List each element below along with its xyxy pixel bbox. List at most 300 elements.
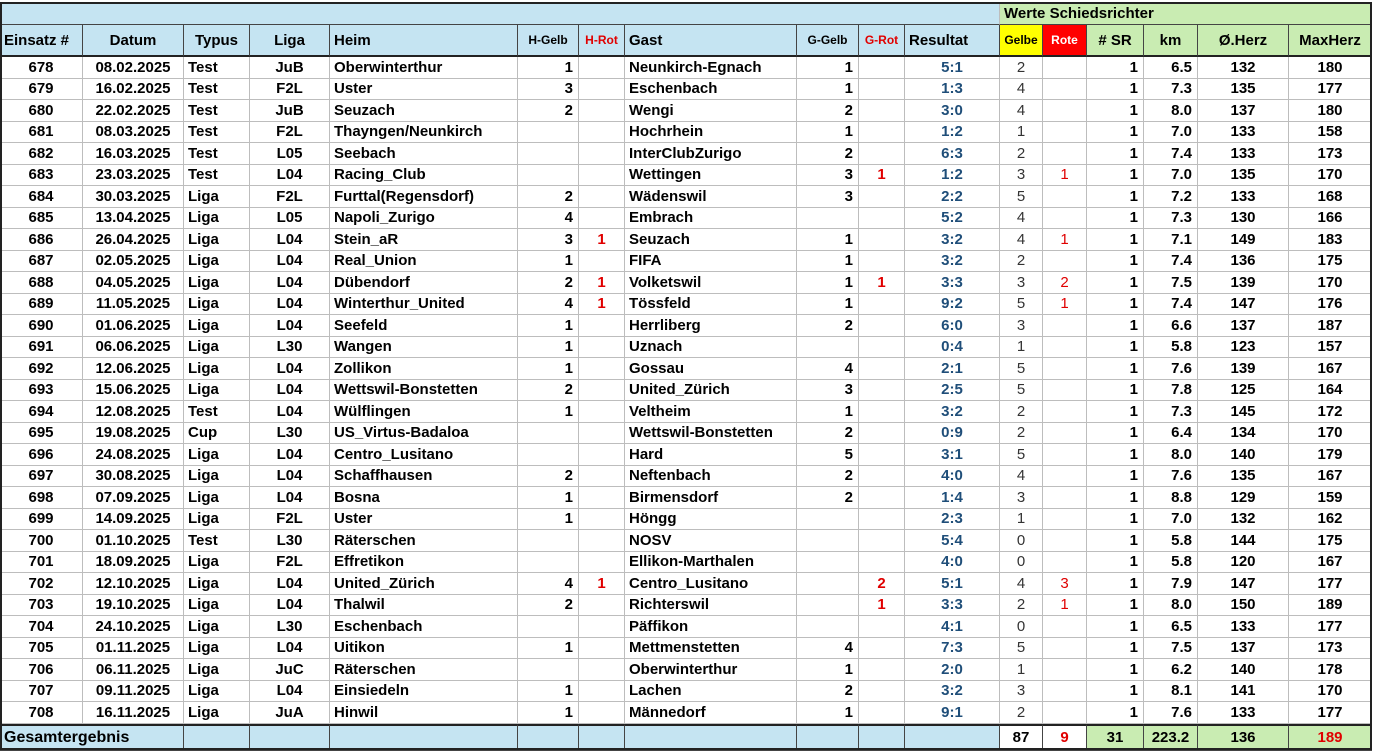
cell-h-rot: 1 (579, 272, 625, 294)
cell-gelbe: 4 (1000, 79, 1043, 101)
cell-g-rot (859, 294, 905, 316)
cell-km: 8.8 (1144, 487, 1198, 509)
cell-km: 7.8 (1144, 380, 1198, 402)
cell-maxherz: 167 (1289, 466, 1372, 488)
cell-herz: 140 (1198, 444, 1289, 466)
footer-km-total: 223.2 (1144, 724, 1198, 752)
cell-km: 7.4 (1144, 251, 1198, 273)
cell-rote (1043, 79, 1087, 101)
cell-h-rot: 1 (579, 573, 625, 595)
cell-maxherz: 187 (1289, 315, 1372, 337)
cell-maxherz: 175 (1289, 251, 1372, 273)
cell-typus: Liga (184, 702, 250, 724)
cell-gast: Neftenbach (625, 466, 797, 488)
cell-liga: L04 (250, 466, 330, 488)
cell-gast: Wettswil-Bonstetten (625, 423, 797, 445)
cell-resultat: 1:3 (905, 79, 1000, 101)
cell-sr: 1 (1087, 337, 1144, 359)
cell-liga: L05 (250, 208, 330, 230)
cell-gelbe: 2 (1000, 423, 1043, 445)
cell-einsatz: 687 (0, 251, 83, 273)
cell-h-rot (579, 466, 625, 488)
cell-g-rot: 2 (859, 573, 905, 595)
cell-gelbe: 5 (1000, 358, 1043, 380)
cell-resultat: 1:4 (905, 487, 1000, 509)
cell-heim: Dübendorf (330, 272, 518, 294)
cell-resultat: 5:1 (905, 573, 1000, 595)
cell-liga: L05 (250, 143, 330, 165)
cell-resultat: 5:4 (905, 530, 1000, 552)
cell-g-rot (859, 186, 905, 208)
cell-typus: Liga (184, 616, 250, 638)
cell-herz: 136 (1198, 251, 1289, 273)
cell-einsatz: 704 (0, 616, 83, 638)
cell-herz: 147 (1198, 294, 1289, 316)
cell-g-gelb: 2 (797, 487, 859, 509)
cell-einsatz: 694 (0, 401, 83, 423)
cell-h-rot (579, 337, 625, 359)
cell-g-gelb: 2 (797, 100, 859, 122)
header-h-gelb[interactable]: H-Gelb (518, 25, 579, 57)
cell-g-rot (859, 659, 905, 681)
cell-liga: JuA (250, 702, 330, 724)
cell-typus: Liga (184, 466, 250, 488)
cell-datum: 08.02.2025 (83, 57, 184, 79)
cell-liga: L04 (250, 487, 330, 509)
footer-empty-h-gelb (518, 724, 579, 752)
cell-rote (1043, 681, 1087, 703)
cell-gast: Höngg (625, 509, 797, 531)
cell-herz: 135 (1198, 466, 1289, 488)
cell-rote (1043, 444, 1087, 466)
cell-resultat: 3:3 (905, 595, 1000, 617)
cell-typus: Test (184, 100, 250, 122)
cell-g-rot (859, 509, 905, 531)
cell-g-rot (859, 530, 905, 552)
cell-km: 7.6 (1144, 358, 1198, 380)
cell-typus: Test (184, 401, 250, 423)
cell-typus: Cup (184, 423, 250, 445)
cell-gelbe: 0 (1000, 530, 1043, 552)
cell-einsatz: 700 (0, 530, 83, 552)
cell-liga: JuB (250, 57, 330, 79)
cell-datum: 30.08.2025 (83, 466, 184, 488)
cell-g-rot (859, 143, 905, 165)
cell-rote (1043, 100, 1087, 122)
cell-rote (1043, 186, 1087, 208)
cell-gast: Männedorf (625, 702, 797, 724)
cell-heim: Uster (330, 509, 518, 531)
cell-gast: Wengi (625, 100, 797, 122)
cell-herz: 133 (1198, 186, 1289, 208)
cell-g-gelb: 2 (797, 143, 859, 165)
cell-herz: 141 (1198, 681, 1289, 703)
cell-h-rot: 1 (579, 229, 625, 251)
cell-km: 7.0 (1144, 122, 1198, 144)
cell-h-gelb: 2 (518, 466, 579, 488)
cell-einsatz: 708 (0, 702, 83, 724)
cell-gelbe: 4 (1000, 208, 1043, 230)
cell-h-gelb: 1 (518, 401, 579, 423)
header-km[interactable]: km (1144, 25, 1198, 57)
cell-datum: 23.03.2025 (83, 165, 184, 187)
header-datum[interactable]: Datum (83, 25, 184, 57)
cell-h-rot (579, 595, 625, 617)
header-gelbe[interactable]: Gelbe (1000, 25, 1043, 57)
cell-g-gelb: 1 (797, 122, 859, 144)
cell-typus: Test (184, 165, 250, 187)
cell-sr: 1 (1087, 100, 1144, 122)
cell-gast: Lachen (625, 681, 797, 703)
cell-maxherz: 189 (1289, 595, 1372, 617)
cell-gast: Tössfeld (625, 294, 797, 316)
cell-sr: 1 (1087, 681, 1144, 703)
cell-km: 8.1 (1144, 681, 1198, 703)
cell-maxherz: 170 (1289, 423, 1372, 445)
cell-liga: L30 (250, 337, 330, 359)
cell-heim: Räterschen (330, 659, 518, 681)
cell-typus: Liga (184, 638, 250, 660)
cell-liga: L04 (250, 251, 330, 273)
cell-typus: Test (184, 143, 250, 165)
cell-typus: Liga (184, 509, 250, 531)
cell-resultat: 2:0 (905, 659, 1000, 681)
cell-km: 7.5 (1144, 638, 1198, 660)
cell-maxherz: 170 (1289, 165, 1372, 187)
top-band (0, 3, 1000, 25)
cell-h-gelb (518, 659, 579, 681)
cell-datum: 24.10.2025 (83, 616, 184, 638)
cell-km: 6.5 (1144, 57, 1198, 79)
cell-resultat: 4:0 (905, 552, 1000, 574)
cell-heim: Wülflingen (330, 401, 518, 423)
cell-einsatz: 692 (0, 358, 83, 380)
cell-resultat: 2:2 (905, 186, 1000, 208)
cell-datum: 13.04.2025 (83, 208, 184, 230)
cell-sr: 1 (1087, 272, 1144, 294)
cell-heim: Räterschen (330, 530, 518, 552)
cell-gelbe: 5 (1000, 294, 1043, 316)
cell-heim: Seebach (330, 143, 518, 165)
cell-einsatz: 706 (0, 659, 83, 681)
cell-maxherz: 177 (1289, 573, 1372, 595)
cell-gast: Eschenbach (625, 79, 797, 101)
cell-datum: 12.10.2025 (83, 573, 184, 595)
cell-g-gelb: 1 (797, 702, 859, 724)
cell-heim: Einsiedeln (330, 681, 518, 703)
cell-datum: 14.09.2025 (83, 509, 184, 531)
cell-rote (1043, 401, 1087, 423)
cell-g-rot (859, 122, 905, 144)
cell-km: 7.0 (1144, 165, 1198, 187)
cell-h-rot (579, 702, 625, 724)
cell-rote (1043, 509, 1087, 531)
cell-datum: 01.11.2025 (83, 638, 184, 660)
cell-sr: 1 (1087, 466, 1144, 488)
cell-datum: 19.08.2025 (83, 423, 184, 445)
cell-maxherz: 179 (1289, 444, 1372, 466)
cell-h-gelb: 4 (518, 573, 579, 595)
cell-resultat: 4:1 (905, 616, 1000, 638)
header-g-rot[interactable]: G-Rot (859, 25, 905, 57)
cell-gast: Embrach (625, 208, 797, 230)
cell-gelbe: 2 (1000, 702, 1043, 724)
cell-einsatz: 680 (0, 100, 83, 122)
cell-datum: 12.06.2025 (83, 358, 184, 380)
cell-resultat: 9:1 (905, 702, 1000, 724)
cell-einsatz: 684 (0, 186, 83, 208)
cell-h-rot (579, 681, 625, 703)
cell-g-gelb: 2 (797, 681, 859, 703)
cell-heim: Stein_aR (330, 229, 518, 251)
cell-g-gelb: 5 (797, 444, 859, 466)
cell-datum: 06.06.2025 (83, 337, 184, 359)
cell-km: 8.0 (1144, 595, 1198, 617)
cell-typus: Liga (184, 595, 250, 617)
header-rote[interactable]: Rote (1043, 25, 1087, 57)
footer-empty-g-gelb (797, 724, 859, 752)
cell-g-rot (859, 444, 905, 466)
cell-gelbe: 4 (1000, 466, 1043, 488)
cell-typus: Liga (184, 487, 250, 509)
footer-herz-total: 136 (1198, 724, 1289, 752)
cell-h-gelb: 1 (518, 638, 579, 660)
cell-gast: Centro_Lusitano (625, 573, 797, 595)
header-typus[interactable]: Typus (184, 25, 250, 57)
cell-heim: Bosna (330, 487, 518, 509)
cell-rote: 1 (1043, 165, 1087, 187)
cell-typus: Test (184, 122, 250, 144)
cell-h-rot (579, 487, 625, 509)
cell-heim: Uster (330, 79, 518, 101)
cell-h-gelb: 1 (518, 358, 579, 380)
cell-heim: Winterthur_United (330, 294, 518, 316)
header-g-gelb[interactable]: G-Gelb (797, 25, 859, 57)
cell-datum: 07.09.2025 (83, 487, 184, 509)
cell-sr: 1 (1087, 616, 1144, 638)
cell-h-gelb (518, 616, 579, 638)
cell-liga: L04 (250, 595, 330, 617)
cell-maxherz: 157 (1289, 337, 1372, 359)
cell-sr: 1 (1087, 251, 1144, 273)
cell-h-gelb: 1 (518, 509, 579, 531)
cell-maxherz: 168 (1289, 186, 1372, 208)
cell-h-gelb (518, 530, 579, 552)
cell-datum: 19.10.2025 (83, 595, 184, 617)
cell-h-rot (579, 444, 625, 466)
cell-heim: Furttal(Regensdorf) (330, 186, 518, 208)
cell-herz: 133 (1198, 122, 1289, 144)
cell-datum: 18.09.2025 (83, 552, 184, 574)
cell-maxherz: 180 (1289, 100, 1372, 122)
cell-rote (1043, 487, 1087, 509)
cell-h-rot (579, 616, 625, 638)
header-heim[interactable]: Heim (330, 25, 518, 57)
cell-km: 7.3 (1144, 79, 1198, 101)
cell-liga: L04 (250, 315, 330, 337)
cell-h-gelb: 2 (518, 272, 579, 294)
cell-einsatz: 678 (0, 57, 83, 79)
cell-datum: 01.06.2025 (83, 315, 184, 337)
cell-resultat: 3:0 (905, 100, 1000, 122)
cell-h-gelb: 1 (518, 337, 579, 359)
cell-gast: Ellikon-Marthalen (625, 552, 797, 574)
cell-maxherz: 177 (1289, 616, 1372, 638)
cell-typus: Liga (184, 208, 250, 230)
cell-resultat: 0:4 (905, 337, 1000, 359)
cell-km: 7.9 (1144, 573, 1198, 595)
cell-h-gelb: 1 (518, 57, 579, 79)
cell-einsatz: 707 (0, 681, 83, 703)
cell-h-gelb (518, 552, 579, 574)
cell-liga: F2L (250, 552, 330, 574)
cell-sr: 1 (1087, 552, 1144, 574)
cell-maxherz: 170 (1289, 272, 1372, 294)
cell-datum: 26.04.2025 (83, 229, 184, 251)
cell-maxherz: 176 (1289, 294, 1372, 316)
cell-datum: 02.05.2025 (83, 251, 184, 273)
cell-herz: 139 (1198, 358, 1289, 380)
cell-heim: Oberwinterthur (330, 57, 518, 79)
cell-heim: Napoli_Zurigo (330, 208, 518, 230)
cell-h-gelb (518, 143, 579, 165)
cell-h-rot (579, 186, 625, 208)
cell-maxherz: 183 (1289, 229, 1372, 251)
cell-typus: Liga (184, 358, 250, 380)
cell-sr: 1 (1087, 315, 1144, 337)
cell-sr: 1 (1087, 57, 1144, 79)
cell-gast: Oberwinterthur (625, 659, 797, 681)
cell-heim: Schaffhausen (330, 466, 518, 488)
cell-einsatz: 691 (0, 337, 83, 359)
cell-gelbe: 3 (1000, 487, 1043, 509)
cell-sr: 1 (1087, 208, 1144, 230)
cell-resultat: 1:2 (905, 122, 1000, 144)
cell-gast: Herrliberg (625, 315, 797, 337)
cell-h-rot (579, 552, 625, 574)
cell-herz: 147 (1198, 573, 1289, 595)
cell-h-rot (579, 380, 625, 402)
cell-typus: Liga (184, 573, 250, 595)
referee-section-header: Werte Schiedsrichter (1000, 3, 1372, 25)
cell-h-gelb: 1 (518, 315, 579, 337)
header-resultat[interactable]: Resultat (905, 25, 1000, 57)
cell-h-rot (579, 315, 625, 337)
cell-km: 7.3 (1144, 208, 1198, 230)
cell-rote: 2 (1043, 272, 1087, 294)
cell-rote (1043, 143, 1087, 165)
cell-g-rot (859, 401, 905, 423)
cell-heim: Wangen (330, 337, 518, 359)
cell-g-gelb: 1 (797, 401, 859, 423)
header-gast[interactable]: Gast (625, 25, 797, 57)
cell-gelbe: 3 (1000, 165, 1043, 187)
footer-sr-total: 31 (1087, 724, 1144, 752)
cell-resultat: 5:1 (905, 57, 1000, 79)
cell-liga: L04 (250, 229, 330, 251)
cell-h-rot (579, 423, 625, 445)
cell-gelbe: 5 (1000, 380, 1043, 402)
cell-typus: Liga (184, 681, 250, 703)
header-liga[interactable]: Liga (250, 25, 330, 57)
cell-sr: 1 (1087, 143, 1144, 165)
cell-h-gelb (518, 122, 579, 144)
cell-g-rot (859, 315, 905, 337)
cell-g-gelb: 1 (797, 251, 859, 273)
header-herz[interactable]: Ø.Herz (1198, 25, 1289, 57)
cell-sr: 1 (1087, 165, 1144, 187)
cell-liga: F2L (250, 79, 330, 101)
cell-g-gelb: 1 (797, 294, 859, 316)
cell-sr: 1 (1087, 186, 1144, 208)
cell-g-rot (859, 100, 905, 122)
cell-herz: 135 (1198, 165, 1289, 187)
cell-sr: 1 (1087, 423, 1144, 445)
cell-h-gelb: 1 (518, 487, 579, 509)
cell-g-gelb (797, 616, 859, 638)
cell-rote (1043, 616, 1087, 638)
cell-g-rot (859, 466, 905, 488)
cell-herz: 137 (1198, 100, 1289, 122)
cell-einsatz: 702 (0, 573, 83, 595)
cell-liga: F2L (250, 186, 330, 208)
cell-herz: 137 (1198, 315, 1289, 337)
cell-gelbe: 4 (1000, 229, 1043, 251)
cell-maxherz: 166 (1289, 208, 1372, 230)
cell-maxherz: 164 (1289, 380, 1372, 402)
cell-g-gelb: 2 (797, 423, 859, 445)
cell-sr: 1 (1087, 229, 1144, 251)
cell-g-rot (859, 638, 905, 660)
cell-resultat: 6:3 (905, 143, 1000, 165)
header-einsatz[interactable]: Einsatz # (0, 25, 83, 57)
cell-rote: 1 (1043, 294, 1087, 316)
header-h-rot[interactable]: H-Rot (579, 25, 625, 57)
footer-empty-g-rot (859, 724, 905, 752)
cell-g-rot (859, 208, 905, 230)
cell-g-gelb (797, 208, 859, 230)
cell-datum: 24.08.2025 (83, 444, 184, 466)
cell-heim: Thalwil (330, 595, 518, 617)
cell-gelbe: 2 (1000, 401, 1043, 423)
cell-typus: Liga (184, 229, 250, 251)
cell-gelbe: 1 (1000, 122, 1043, 144)
cell-einsatz: 703 (0, 595, 83, 617)
cell-km: 7.0 (1144, 509, 1198, 531)
cell-g-gelb (797, 530, 859, 552)
header-maxherz[interactable]: MaxHerz (1289, 25, 1372, 57)
cell-gelbe: 2 (1000, 143, 1043, 165)
footer-gelbe-total: 87 (1000, 724, 1043, 752)
footer-empty-resultat (905, 724, 1000, 752)
cell-einsatz: 686 (0, 229, 83, 251)
cell-h-rot (579, 251, 625, 273)
cell-rote: 3 (1043, 573, 1087, 595)
cell-einsatz: 682 (0, 143, 83, 165)
header-sr[interactable]: # SR (1087, 25, 1144, 57)
cell-herz: 144 (1198, 530, 1289, 552)
cell-gelbe: 5 (1000, 186, 1043, 208)
cell-g-gelb (797, 573, 859, 595)
cell-typus: Liga (184, 272, 250, 294)
cell-h-gelb: 4 (518, 294, 579, 316)
cell-heim: Effretikon (330, 552, 518, 574)
cell-km: 6.5 (1144, 616, 1198, 638)
cell-km: 8.0 (1144, 100, 1198, 122)
cell-h-rot (579, 530, 625, 552)
cell-liga: F2L (250, 122, 330, 144)
cell-sr: 1 (1087, 79, 1144, 101)
